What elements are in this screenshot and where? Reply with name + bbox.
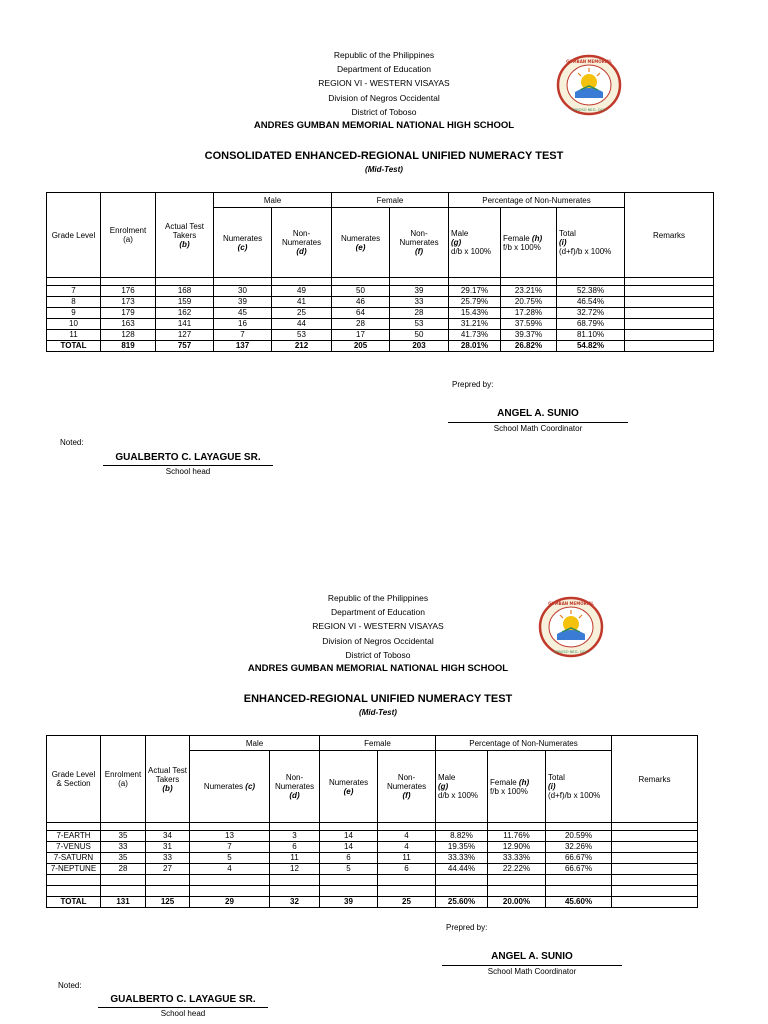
cell-e: 64 xyxy=(332,308,390,319)
spacer-row xyxy=(47,823,698,831)
table-row xyxy=(47,864,698,875)
report1-header xyxy=(0,48,768,133)
spacer-row xyxy=(47,278,714,286)
header-deped: Department of Education xyxy=(336,64,432,75)
cell-grade: 7 xyxy=(47,286,101,297)
cell-remarks xyxy=(625,297,714,308)
total-cell-a: 819 xyxy=(101,341,156,352)
total-cell-g: 28.01% xyxy=(449,341,501,352)
col-numerates-e: Numerates (e) xyxy=(332,208,390,278)
cell-i: 46.54% xyxy=(557,297,625,308)
total-cell-i: 45.60% xyxy=(546,897,612,908)
preparer-signature-line xyxy=(448,422,628,423)
col-remarks: Remarks xyxy=(612,736,698,823)
cell-f: 53 xyxy=(390,319,449,330)
table-row xyxy=(47,842,698,853)
cell-grade: 10 xyxy=(47,319,101,330)
cell-g: 44.44% xyxy=(436,864,488,875)
prepared-by-label: Prepred by: xyxy=(446,923,488,932)
cell-e: 14 xyxy=(320,842,378,853)
col-female-h: Female (h) f/b x 100% xyxy=(488,751,546,823)
header-region: REGION VI - WESTERN VISAYAS xyxy=(318,78,450,89)
cell-g: 15.43% xyxy=(449,308,501,319)
total-cell-f: 25 xyxy=(378,897,436,908)
col-non-numerates-f: Non-Numerates (f) xyxy=(378,751,436,823)
cell-c: 16 xyxy=(214,319,272,330)
report2-subtitle: (Mid-Test) xyxy=(359,708,397,717)
cell-d: 11 xyxy=(270,853,320,864)
cell-b: 127 xyxy=(156,330,214,341)
report1-table xyxy=(46,192,714,352)
col-numerates-c: Numerates (c) xyxy=(190,751,270,823)
cell-c: 7 xyxy=(214,330,272,341)
cell-remarks xyxy=(612,831,698,842)
cell-f: 6 xyxy=(378,864,436,875)
col-grade-level: Grade Level xyxy=(47,193,101,278)
header-school: ANDRES GUMBAN MEMORIAL NATIONAL HIGH SCHOOL xyxy=(247,663,509,675)
preparer-role: School Math Coordinator xyxy=(493,424,583,433)
cell-remarks xyxy=(625,330,714,341)
head-role: School head xyxy=(165,467,211,476)
cell-b: 27 xyxy=(146,864,190,875)
header-republic: Republic of the Philippines xyxy=(327,593,429,603)
report2-header xyxy=(0,591,762,676)
cell-grade: 7-EARTH xyxy=(47,831,101,842)
cell-h: 20.75% xyxy=(501,297,557,308)
total-cell-c: 29 xyxy=(190,897,270,908)
header-district: District of Toboso xyxy=(345,649,411,660)
cell-remarks xyxy=(612,864,698,875)
cell-a: 179 xyxy=(101,308,156,319)
cell-i: 32.26% xyxy=(546,842,612,853)
total-cell-grade: TOTAL xyxy=(47,897,101,908)
cell-f: 33 xyxy=(390,297,449,308)
cell-c: 13 xyxy=(190,831,270,842)
preparer-signature-line xyxy=(442,965,622,966)
svg-text:TOBOSO NEG. OCC.: TOBOSO NEG. OCC. xyxy=(571,108,607,112)
total-row xyxy=(47,341,714,352)
cell-b: 34 xyxy=(146,831,190,842)
total-cell-remarks xyxy=(612,897,698,908)
header-district: District of Toboso xyxy=(351,106,417,117)
cell-f: 50 xyxy=(390,330,449,341)
header-region: REGION VI - WESTERN VISAYAS xyxy=(312,621,444,632)
cell-c: 45 xyxy=(214,308,272,319)
cell-d: 25 xyxy=(272,308,332,319)
cell-d: 44 xyxy=(272,319,332,330)
col-non-numerates-d: Non-Numerates (d) xyxy=(270,751,320,823)
report1-title: CONSOLIDATED ENHANCED-REGIONAL UNIFIED NUMERACY TEST xyxy=(204,150,564,162)
preparer-role: School Math Coordinator xyxy=(487,967,577,976)
table-row xyxy=(47,308,714,319)
cell-h: 33.33% xyxy=(488,853,546,864)
cell-i: 66.67% xyxy=(546,864,612,875)
total-cell-b: 125 xyxy=(146,897,190,908)
head-signature-line xyxy=(103,465,273,466)
cell-h: 23.21% xyxy=(501,286,557,297)
cell-d: 41 xyxy=(272,297,332,308)
table-row xyxy=(47,831,698,842)
cell-g: 31.21% xyxy=(449,319,501,330)
cell-f: 11 xyxy=(378,853,436,864)
cell-grade: 7-SATURN xyxy=(47,853,101,864)
head-name: GUALBERTO C. LAYAGUE SR. xyxy=(115,452,261,463)
cell-h: 37.59% xyxy=(501,319,557,330)
table-row xyxy=(47,319,714,330)
noted-label: Noted: xyxy=(58,981,82,990)
cell-c: 30 xyxy=(214,286,272,297)
svg-text:TOBOSO NEG. OCC.: TOBOSO NEG. OCC. xyxy=(553,650,589,654)
cell-d: 49 xyxy=(272,286,332,297)
noted-label: Noted: xyxy=(60,438,84,447)
cell-grade: 8 xyxy=(47,297,101,308)
report2-table xyxy=(46,735,698,908)
cell-g: 41.73% xyxy=(449,330,501,341)
cell-e: 5 xyxy=(320,864,378,875)
cell-b: 31 xyxy=(146,842,190,853)
head-signature-line xyxy=(98,1007,268,1008)
blank-row xyxy=(47,886,698,897)
cell-i: 32.72% xyxy=(557,308,625,319)
cell-a: 33 xyxy=(101,842,146,853)
cell-h: 12.90% xyxy=(488,842,546,853)
col-test-takers: Actual Test Takers (b) xyxy=(146,736,190,823)
col-non-numerates-f: Non-Numerates (f) xyxy=(390,208,449,278)
prepared-by-label: Prepred by: xyxy=(452,380,494,389)
header-division: Division of Negros Occidental xyxy=(328,92,440,103)
cell-e: 46 xyxy=(332,297,390,308)
cell-b: 159 xyxy=(156,297,214,308)
cell-f: 4 xyxy=(378,831,436,842)
cell-b: 33 xyxy=(146,853,190,864)
cell-h: 11.76% xyxy=(488,831,546,842)
col-male-g: Male (g) d/b x 100% xyxy=(436,751,488,823)
table-row xyxy=(47,286,714,297)
total-cell-grade: TOTAL xyxy=(47,341,101,352)
cell-f: 28 xyxy=(390,308,449,319)
total-cell-g: 25.60% xyxy=(436,897,488,908)
cell-i: 66.67% xyxy=(546,853,612,864)
header-division: Division of Negros Occidental xyxy=(322,635,434,646)
table-row xyxy=(47,330,714,341)
col-male-g: Male (g) d/b x 100% xyxy=(449,208,501,278)
report2-title: ENHANCED-REGIONAL UNIFIED NUMERACY TEST xyxy=(243,693,513,705)
total-cell-c: 137 xyxy=(214,341,272,352)
cell-f: 39 xyxy=(390,286,449,297)
school-seal-logo xyxy=(538,596,604,658)
preparer-name: ANGEL A. SUNIO xyxy=(497,408,579,419)
cell-d: 12 xyxy=(270,864,320,875)
total-cell-a: 131 xyxy=(101,897,146,908)
col-female-h: Female (h) f/b x 100% xyxy=(501,208,557,278)
total-cell-i: 54.82% xyxy=(557,341,625,352)
svg-text:GUMBAN MEMORIAL: GUMBAN MEMORIAL xyxy=(566,59,612,64)
group-female: Female xyxy=(320,736,436,751)
cell-b: 162 xyxy=(156,308,214,319)
cell-a: 128 xyxy=(101,330,156,341)
cell-c: 4 xyxy=(190,864,270,875)
total-cell-e: 205 xyxy=(332,341,390,352)
blank-row xyxy=(47,875,698,886)
cell-b: 168 xyxy=(156,286,214,297)
cell-h: 39.37% xyxy=(501,330,557,341)
head-role: School head xyxy=(160,1009,206,1018)
cell-f: 4 xyxy=(378,842,436,853)
cell-a: 28 xyxy=(101,864,146,875)
col-enrolment: Enrolment (a) xyxy=(101,736,146,823)
cell-remarks xyxy=(612,853,698,864)
col-test-takers: Actual Test Takers (b) xyxy=(156,193,214,278)
cell-i: 52.38% xyxy=(557,286,625,297)
table-row xyxy=(47,297,714,308)
cell-i: 68.79% xyxy=(557,319,625,330)
total-cell-f: 203 xyxy=(390,341,449,352)
cell-h: 17.28% xyxy=(501,308,557,319)
cell-remarks xyxy=(625,308,714,319)
cell-b: 141 xyxy=(156,319,214,330)
col-total-i: Total (i) (d+f)/b x 100% xyxy=(557,208,625,278)
total-cell-remarks xyxy=(625,341,714,352)
group-male: Male xyxy=(190,736,320,751)
preparer-name: ANGEL A. SUNIO xyxy=(491,951,573,962)
total-cell-b: 757 xyxy=(156,341,214,352)
cell-g: 19.35% xyxy=(436,842,488,853)
group-male: Male xyxy=(214,193,332,208)
total-cell-e: 39 xyxy=(320,897,378,908)
header-republic: Republic of the Philippines xyxy=(333,50,435,60)
group-percentage: Percentage of Non-Numerates xyxy=(436,736,612,751)
cell-d: 6 xyxy=(270,842,320,853)
cell-grade: 9 xyxy=(47,308,101,319)
cell-e: 17 xyxy=(332,330,390,341)
cell-grade: 7-NEPTUNE xyxy=(47,864,101,875)
cell-a: 35 xyxy=(101,831,146,842)
col-grade-section: Grade Level & Section xyxy=(47,736,101,823)
school-seal-logo xyxy=(556,54,622,116)
group-percentage: Percentage of Non-Numerates xyxy=(449,193,625,208)
total-cell-d: 212 xyxy=(272,341,332,352)
cell-g: 33.33% xyxy=(436,853,488,864)
cell-d: 53 xyxy=(272,330,332,341)
header-deped: Department of Education xyxy=(330,607,426,618)
col-numerates-c: Numerates (c) xyxy=(214,208,272,278)
cell-grade: 11 xyxy=(47,330,101,341)
cell-c: 39 xyxy=(214,297,272,308)
svg-text:GUMBAN MEMORIAL: GUMBAN MEMORIAL xyxy=(548,601,594,606)
header-school: ANDRES GUMBAN MEMORIAL NATIONAL HIGH SCHOOL xyxy=(253,120,515,132)
cell-e: 6 xyxy=(320,853,378,864)
col-non-numerates-d: Non-Numerates (d) xyxy=(272,208,332,278)
cell-h: 22.22% xyxy=(488,864,546,875)
cell-a: 35 xyxy=(101,853,146,864)
cell-g: 29.17% xyxy=(449,286,501,297)
total-cell-h: 20.00% xyxy=(488,897,546,908)
cell-a: 163 xyxy=(101,319,156,330)
cell-i: 20.59% xyxy=(546,831,612,842)
table-row xyxy=(47,853,698,864)
col-enrolment: Enrolment (a) xyxy=(101,193,156,278)
cell-d: 3 xyxy=(270,831,320,842)
col-numerates-e: Numerates (e) xyxy=(320,751,378,823)
report1-subtitle: (Mid-Test) xyxy=(365,165,403,174)
col-total-i: Total (i) (d+f)/b x 100% xyxy=(546,751,612,823)
cell-g: 8.82% xyxy=(436,831,488,842)
cell-grade: 7-VENUS xyxy=(47,842,101,853)
cell-remarks xyxy=(625,319,714,330)
total-row xyxy=(47,897,698,908)
total-cell-h: 26.82% xyxy=(501,341,557,352)
cell-g: 25.79% xyxy=(449,297,501,308)
cell-c: 7 xyxy=(190,842,270,853)
col-remarks: Remarks xyxy=(625,193,714,278)
head-name: GUALBERTO C. LAYAGUE SR. xyxy=(110,994,256,1005)
total-cell-d: 32 xyxy=(270,897,320,908)
cell-e: 14 xyxy=(320,831,378,842)
cell-e: 50 xyxy=(332,286,390,297)
cell-a: 176 xyxy=(101,286,156,297)
cell-a: 173 xyxy=(101,297,156,308)
cell-remarks xyxy=(612,842,698,853)
cell-remarks xyxy=(625,286,714,297)
cell-e: 28 xyxy=(332,319,390,330)
group-female: Female xyxy=(332,193,449,208)
cell-c: 5 xyxy=(190,853,270,864)
cell-i: 81.10% xyxy=(557,330,625,341)
